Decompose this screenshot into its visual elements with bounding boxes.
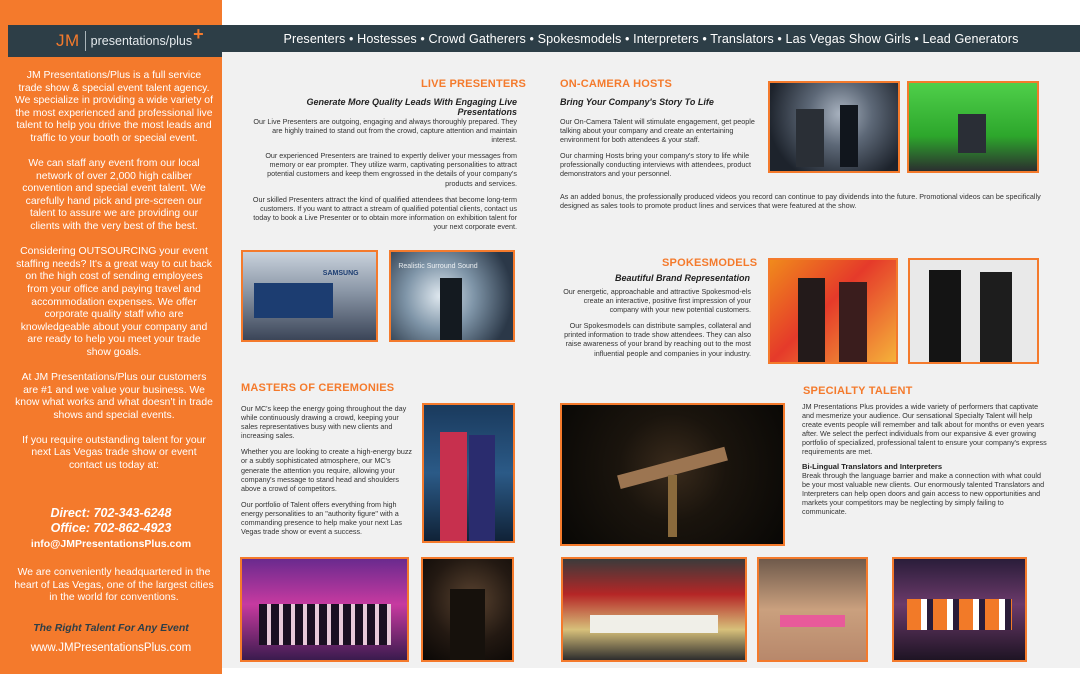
specialty-body [802,402,1050,523]
on-camera-subheading: Bring Your Company's Story To Life [560,97,714,107]
on-camera-bonus: As an added bonus, the professionally produced videos you record can continue to pay dividends into the future. Promotional videos can be specifically designed as sales tools to promote product lines and services that were featured at the show. [560,192,1041,211]
photo-acrobat [560,403,785,546]
body-paragraph: Our skilled Presenters attract the kind of qualified attendees that become long-term customers. If you want to attract a stream of qualified potential clients, contact us today to book a Live Presenter or to obtain more information on exhibition talent for your next corporate event. [252,194,517,231]
body-paragraph: Our portfolio of Talent offers everything from high energy personalities to an "authority figure" with a commanding presence to help make your next Las Vegas trade show or event a success. [241,499,403,537]
spokesmodels-body [557,287,751,365]
photo-mc-gowns [422,403,515,543]
main-content [222,52,1080,668]
photo-spokesmodels-duo [768,258,898,364]
samsung-logo-text: SAMSUNG [322,269,359,277]
logo[interactable] [8,25,222,57]
body-paragraph: Our energetic, approachable and attractive Spokesmod-els create an interactive, positive first impression of your company with your new potential customers. [563,287,751,315]
mc-heading: MASTERS OF CEREMONIES [241,382,395,394]
office-phone[interactable]: Office: 702-862-4923 [50,521,172,535]
photo-bikini-models [757,557,868,662]
specialty-heading: SPECIALTY TALENT [803,385,913,397]
on-camera-heading: ON-CAMERA HOSTS [560,78,672,90]
direct-phone[interactable]: Direct: 702-343-6248 [50,506,172,520]
website-link[interactable]: www.JMPresentationsPlus.com [30,642,192,654]
logo-plus: + [193,23,204,44]
body-paragraph: Our Live Presenters are outgoing, engaging and always thoroughly prepared. They are highly trained to stand out from the crowd, capture attention and maintain interest. [253,117,517,145]
logo-subtitle: presentations/plus [90,34,193,48]
body-paragraph: JM Presentations Plus provides a wide variety of performers that captivate and mesmerize your audience. Our sensational Specialty Talent will help create events people will remember and talk about for months or even years after. We select the perfect individuals from our expansive & ever growing portfolio of specialized, professional talent to ensure your company's express requirements are met. [802,402,1047,457]
sidebar-paragraph: At JM Presentations/Plus our customers are #1 and we value your business. We know what works and what doesn't in trade shows and special events. [15,371,213,421]
surround-sound-text: Realistic Surround Sound [398,262,478,270]
sidebar-paragraph: JM Presentations/Plus is a full service trade show & special event talent agency. We specialize in providing a wide variety of the most experienced and professional live talent to help you drive the most leads and traffic to your booth or special event. [15,70,213,144]
sidebar [0,0,222,674]
logo-jm: JM [56,31,80,50]
bilingual-heading: Bi-Lingual Translators and Interpreters [802,461,943,471]
photo-mc-microphone [421,557,514,662]
sidebar-intro [14,70,214,485]
mc-body [241,404,413,543]
sidebar-paragraph: If you require outstanding talent for your next Las Vegas trade show or event contact us today at: [22,434,206,472]
services-bar [222,25,1080,52]
sidebar-paragraph: We can staff any event from our local network of over 2,000 high caliber convention and special event talent. We carefully hand pick and pre-screen our talent to assure we are providing our clients with the very best of the best. [22,158,206,233]
email-link[interactable]: info@JMPresentationsPlus.com [30,538,192,550]
body-paragraph: Our MC's keep the energy going throughout the day while continuously drawing a crowd, keeping your sales representatives busy with new clients and increasing sales. [241,404,407,441]
photo-samsung-booth [241,250,378,342]
on-camera-body [560,117,760,186]
photo-green-screen [907,81,1039,173]
body-paragraph: Our charming Hosts bring your company's story to life while professionally conducting interviews with attendees, product demonstrators and your personnel. [560,151,751,179]
live-presenters-heading: LIVE PRESENTERS [421,78,527,90]
headquarters-text: We are conveniently headquartered in the heart of Las Vegas, one of the largest cities in the world for conventions. [14,567,214,604]
body-paragraph: Our On-Camera Talent will stimulate engagement, get people talking about your company and create an entertaining environment for both attendees & your staff. [560,117,755,145]
tagline: The Right Talent For Any Event [33,622,189,634]
photo-hooters-girls [892,557,1027,662]
body-paragraph: Whether you are looking to create a high-energy buzz or a subtly sophisticated atmosphere, our MC's generate the attention you require, allowing your company's message to stand head and shoulders above a crowd of competitors. [241,447,413,493]
services-list: Presenters • Hostesses • Crowd Gatherers • Spokesmodels • Interpreters • Translators • Las Vegas Show Girls • Lead Generators [283,31,1019,46]
sidebar-paragraph: Considering OUTSOURCING your event staffing needs? It's a great way to cut back on the high cost of sending employees from your office and paying travel and accommodation expenses. We offer corporate quality staff who are knowledgeable about your company and are ready to help you meet your trade show goals. [16,246,212,358]
photo-stage-dancers [240,557,409,662]
spokesmodels-subheading: Beautiful Brand Representation [614,273,750,283]
logo-divider [85,31,86,51]
spokesmodels-heading: SPOKESMODELS [662,257,758,269]
photo-prize-winners [561,557,747,662]
body-paragraph: Our Spokesmodels can distribute samples, collateral and printed information to trade show attendees. They can also raise awareness of your brand by reaching out to the most influential people and companies in your industry. [564,321,751,358]
body-paragraph: Our experienced Presenters are trained to expertly deliver your messages from memory or ear prompter. They utilize warm, captivating personalities to attract potential customers and keep them engrossed in the details of your company's products and services. [265,151,517,188]
photo-presenter-stage [389,250,515,342]
photo-spokesmodels-black [908,258,1039,364]
live-presenters-body [252,117,517,238]
photo-interview [768,81,900,173]
live-presenters-subheading: Generate More Quality Leads With Engaging Live Presentations [306,97,517,117]
body-paragraph: Break through the language barrier and make a connection with what could be your most valuable new clients. Our enormously talented Translators and Interpreters can help open doors and gain access to new opportunities and markets your competitors may be neglecting by simply failing to communicate. [802,470,1045,517]
